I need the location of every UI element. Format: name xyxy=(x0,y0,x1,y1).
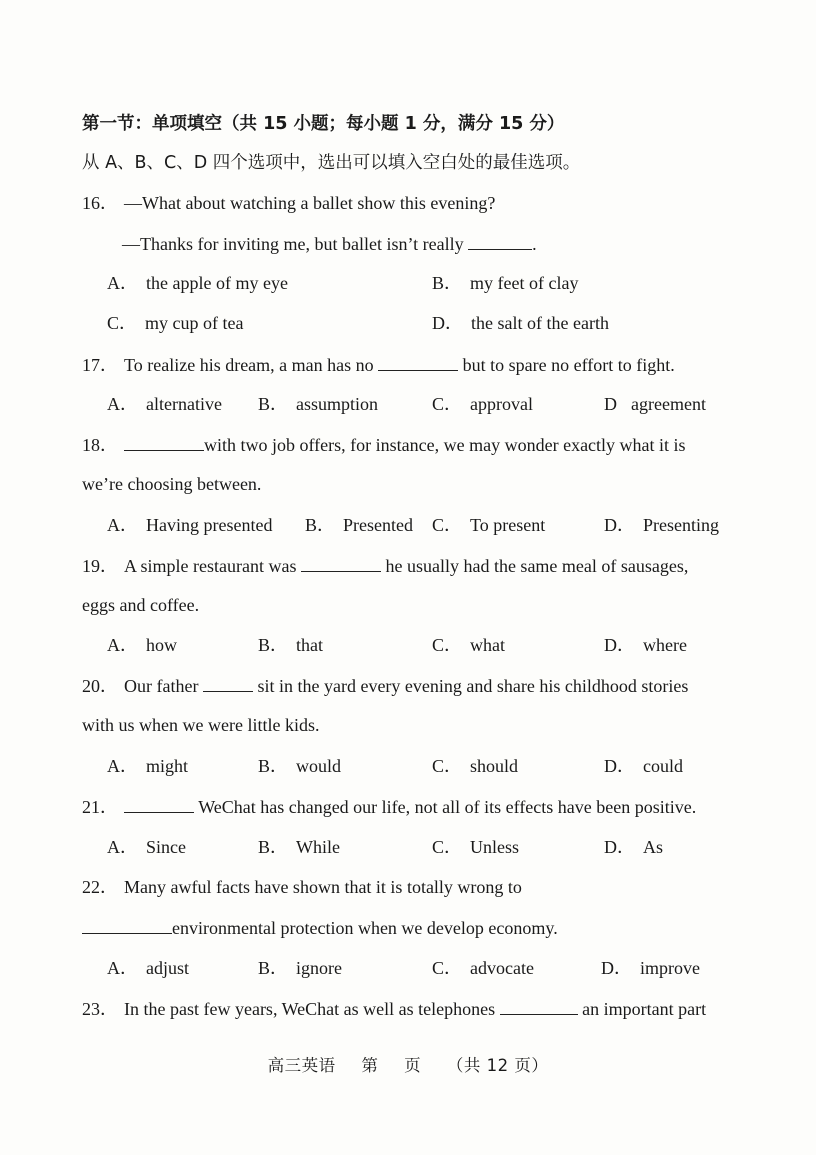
question-number: 17． xyxy=(82,355,118,375)
footer-page-label: 第 xyxy=(361,1056,379,1075)
option-d[interactable] xyxy=(604,392,706,416)
question-text: . xyxy=(532,234,537,254)
option-label: D． xyxy=(601,958,632,978)
option-label: D． xyxy=(604,756,635,776)
option-d[interactable] xyxy=(432,311,609,335)
question-text: he usually had the same meal of sausages, xyxy=(385,556,689,576)
question-number: 19． xyxy=(82,556,118,576)
option-label: D． xyxy=(604,837,635,857)
question-17 xyxy=(82,352,756,377)
question-text: Many awful facts have shown that it is totally wrong to xyxy=(124,877,522,897)
option-d[interactable] xyxy=(604,835,663,859)
question-19 xyxy=(82,553,756,578)
option-a[interactable] xyxy=(107,271,288,295)
page-footer xyxy=(0,1052,816,1076)
option-text: As xyxy=(643,837,664,857)
question-18 xyxy=(82,432,756,457)
question-text: To realize his dream, a man has no xyxy=(124,355,374,375)
question-20 xyxy=(82,673,756,698)
option-label: A． xyxy=(107,756,138,776)
footer-total-pages: （共 12 页） xyxy=(446,1056,549,1075)
question-16-reply xyxy=(122,231,756,256)
option-text: advocate xyxy=(470,958,534,978)
option-label: B． xyxy=(258,756,289,776)
option-text: could xyxy=(643,756,683,776)
question-22 xyxy=(82,875,756,899)
option-b[interactable] xyxy=(258,956,342,980)
option-text: how xyxy=(146,635,177,655)
question-text: In the past few years, WeChat as well as telephones xyxy=(124,999,496,1019)
option-text: improve xyxy=(640,958,700,978)
option-text: the salt of the earth xyxy=(471,313,609,333)
answer-blank xyxy=(124,432,204,451)
option-label: A． xyxy=(107,635,138,655)
option-text: Presented xyxy=(343,515,413,535)
option-text: Since xyxy=(146,837,186,857)
question-number: 21． xyxy=(82,797,118,817)
section-heading: 第一节：单项填空（共 15 小题；每小题 1 分，满分 15 分） xyxy=(82,114,565,134)
question-23 xyxy=(82,996,766,1021)
option-c[interactable] xyxy=(432,754,518,778)
option-text: While xyxy=(296,837,340,857)
option-label: B． xyxy=(305,515,336,535)
option-b[interactable] xyxy=(305,513,413,537)
option-label: C． xyxy=(432,756,463,776)
option-label: A． xyxy=(107,958,138,978)
option-text: alternative xyxy=(146,394,222,414)
question-22-cont xyxy=(82,915,756,940)
option-d[interactable] xyxy=(604,633,687,657)
option-label: C． xyxy=(432,515,463,535)
option-d[interactable] xyxy=(604,513,719,537)
option-a[interactable] xyxy=(107,513,272,537)
question-20-cont: with us when we were little kids. xyxy=(82,715,320,735)
option-label: B． xyxy=(258,394,289,414)
question-text: —What about watching a ballet show this evening? xyxy=(124,193,496,213)
option-a[interactable] xyxy=(107,754,188,778)
question-number: 22． xyxy=(82,877,118,897)
option-label: C． xyxy=(432,958,463,978)
option-text: that xyxy=(296,635,324,655)
option-text: adjust xyxy=(146,958,189,978)
option-c[interactable] xyxy=(432,513,545,537)
option-label: D． xyxy=(432,313,463,333)
option-label: A． xyxy=(107,515,138,535)
question-number: 20． xyxy=(82,676,118,696)
question-text: with two job offers, for instance, we may wonder exactly what it is xyxy=(204,435,686,455)
question-18-cont: we’re choosing between. xyxy=(82,474,262,494)
option-text: ignore xyxy=(296,958,342,978)
option-text: would xyxy=(296,756,342,776)
footer-subject: 高三英语 xyxy=(267,1056,336,1075)
question-number: 23． xyxy=(82,999,118,1019)
option-label: C． xyxy=(432,837,463,857)
answer-blank xyxy=(301,553,381,572)
question-text: —Thanks for inviting me, but ballet isn’t really xyxy=(122,234,464,254)
answer-blank xyxy=(203,673,253,692)
option-label: A． xyxy=(107,273,138,293)
option-label: C． xyxy=(432,394,463,414)
option-text: approval xyxy=(470,394,533,414)
section-instruction: 从 A、B、C、D 四个选项中，选出可以填入空白处的最佳选项。 xyxy=(82,153,581,173)
option-text: agreement xyxy=(631,394,706,414)
option-a[interactable] xyxy=(107,835,186,859)
option-b[interactable] xyxy=(258,754,341,778)
option-text: should xyxy=(470,756,519,776)
option-label: C． xyxy=(432,635,463,655)
footer-page-suffix: 页 xyxy=(404,1056,422,1075)
option-b[interactable] xyxy=(258,633,323,657)
option-text: what xyxy=(470,635,506,655)
question-21 xyxy=(82,794,756,819)
option-label: C． xyxy=(107,313,138,333)
question-16 xyxy=(82,191,756,215)
option-text: To present xyxy=(470,515,546,535)
question-text: environmental protection when we develop economy. xyxy=(172,918,558,938)
question-text: A simple restaurant was xyxy=(124,556,297,576)
answer-blank xyxy=(82,915,172,934)
option-a[interactable] xyxy=(107,392,222,416)
option-text: my cup of tea xyxy=(145,313,244,333)
option-text: my feet of clay xyxy=(470,273,579,293)
option-b[interactable] xyxy=(258,392,378,416)
option-c[interactable] xyxy=(432,633,505,657)
option-b[interactable] xyxy=(432,271,578,295)
question-number: 18． xyxy=(82,435,118,455)
answer-blank xyxy=(124,794,194,813)
option-text: might xyxy=(146,756,189,776)
option-b[interactable] xyxy=(258,835,340,859)
option-label: D． xyxy=(604,515,635,535)
option-label: B． xyxy=(258,958,289,978)
option-text: assumption xyxy=(296,394,379,414)
question-text: but to spare no effort to fight. xyxy=(462,355,675,375)
option-text: Presenting xyxy=(643,515,719,535)
option-c[interactable] xyxy=(432,392,533,416)
question-19-cont: eggs and coffee. xyxy=(82,595,200,615)
option-text: Having presented xyxy=(146,515,273,535)
option-label: B． xyxy=(258,635,289,655)
answer-blank xyxy=(378,352,458,371)
option-label: D． xyxy=(604,635,635,655)
option-d[interactable] xyxy=(604,754,683,778)
question-text: WeChat has changed our life, not all of its effects have been positive. xyxy=(198,797,697,817)
question-text: sit in the yard every evening and share his childhood stories xyxy=(257,676,689,696)
option-a[interactable] xyxy=(107,633,177,657)
option-a[interactable] xyxy=(107,956,189,980)
option-text: Unless xyxy=(470,837,520,857)
option-c[interactable] xyxy=(432,956,534,980)
option-c[interactable] xyxy=(107,311,243,335)
option-text: the apple of my eye xyxy=(146,273,288,293)
answer-blank xyxy=(468,231,532,250)
option-c[interactable] xyxy=(432,835,519,859)
option-label: B． xyxy=(432,273,463,293)
option-label: A． xyxy=(107,837,138,857)
option-label: D xyxy=(604,394,617,414)
question-text: an important part xyxy=(582,999,707,1019)
option-label: A． xyxy=(107,394,138,414)
option-text: where xyxy=(643,635,687,655)
option-d[interactable] xyxy=(601,956,700,980)
question-number: 16． xyxy=(82,193,118,213)
answer-blank xyxy=(500,996,578,1015)
question-text: Our father xyxy=(124,676,199,696)
option-label: B． xyxy=(258,837,289,857)
